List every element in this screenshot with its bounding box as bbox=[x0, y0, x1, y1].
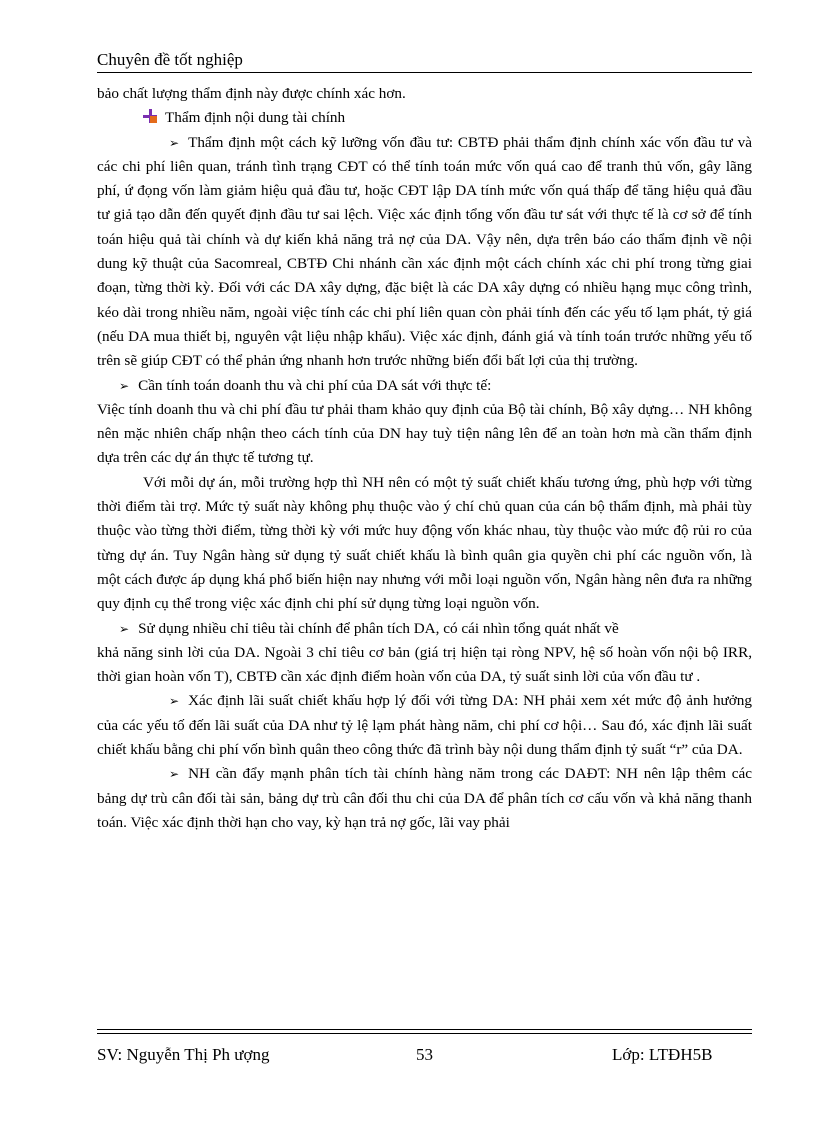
paragraph-text: Với mỗi dự án, mỗi trường hợp thì NH nên có một tỷ suất chiết khấu tương ứng, phù hợp với từng thời điểm tài trợ. Mức tỷ suất này không phụ thuộc vào ý chí chủ quan của cán bộ thẩm định, mà phải tùy thuộc vào từng thời điểm, từng thời kỳ với mức huy động vốn khác nhau, tùy thuộc vào mức độ rủi ro của từng dự án. Tuy Ngân hàng sử dụng tỷ suất chiết khấu là bình quân gia quyền chi phí các nguồn vốn, là một cách được áp dụng khá phổ biến hiện nay nhưng với mỗi loại nguồn vốn, Ngân hàng nên đưa ra những quy định cụ thể trong việc xác định chi phí sử dụng từng loại nguồn vốn. bbox=[97, 473, 752, 613]
footer-rule bbox=[97, 1029, 752, 1030]
arrow-bullet-icon: ➢ bbox=[169, 135, 180, 150]
paragraph bbox=[97, 471, 752, 617]
bullet-paragraph bbox=[97, 131, 752, 374]
bullet-paragraph bbox=[97, 617, 752, 641]
page-header-title: Chuyên đề tốt nghiệp bbox=[97, 50, 243, 69]
four-arrows-bullet-icon bbox=[143, 109, 157, 123]
bullet-paragraph bbox=[97, 689, 752, 762]
footer-class: Lớp: LTĐH5B bbox=[612, 1045, 713, 1064]
paragraph-text: Thẩm định một cách kỹ lưỡng vốn đầu tư: CBTĐ phải thẩm định chính xác vốn đầu tư và các chi phí liên quan, tránh tình trạng CĐT có thể tính toán mức vốn quá cao để tranh thủ vốn, gây lãng phí, ứ đọng vốn làm giảm hiệu quả đầu tư, hoặc CĐT lập DA tính mức vốn quá thấp để tăng hiệu quả đầu tư giả tạo dẫn đến quyết định đầu tư sai lệch. Việc xác định tổng vốn đầu tư sát với thực tế là cơ sở để tính toán hiệu quả tài chính và dự kiến khả năng trả nợ của DA. Vậy nên, dựa trên báo cáo thẩm định về nội dung kỹ thuật của Sacomreal, CBTĐ Chi nhánh cần xác định một cách chính xác chi phí trong từng giai đoạn, từng thời kỳ. Đối với các DA xây dựng, đặc biệt là các DA xây dựng có nhiều hạng mục công trình, kéo dài trong nhiều năm, ngoài việc tính các chi phí liên quan còn phải tính đến các yếu tố lạm phát, tỷ giá (nếu DA mua thiết bị, nguyên vật liệu nhập khẩu). Việc xác định, đánh giá và tính toán trước những yếu tố trên sẽ giúp CĐT có thể phản ứng nhanh hơn trước những biến đổi bất lợi của thị trường. bbox=[97, 133, 752, 370]
paragraph-text: Xác định lãi suất chiết khấu hợp lý đối với từng DA: NH phải xem xét mức độ ảnh hưởng của các yếu tố đến lãi suất của DA như tỷ lệ lạm phát hàng năm, chi phí cơ hội… Sau đó, xác định lãi suất chiết khấu bằng chi phí vốn bình quân theo công thức đã trình bày nội dung thẩm định tỷ suất “r” của DA. bbox=[97, 692, 752, 759]
paragraph-text: bảo chất lượng thẩm định này được chính xác hơn. bbox=[97, 85, 406, 102]
arrow-bullet-icon: ➢ bbox=[119, 378, 130, 393]
paragraph-text: khả năng sinh lời của DA. Ngoài 3 chỉ tiêu cơ bản (giá trị hiện tại ròng NPV, hệ số hoàn vốn nội bộ IRR, thời gian hoàn vốn T), CBTĐ cần xác định điểm hoàn vốn của DA, tỷ suất sinh lời của vốn đầu tư . bbox=[97, 643, 752, 686]
arrow-bullet-icon: ➢ bbox=[169, 767, 180, 782]
paragraph-text: Việc tính doanh thu và chi phí đầu tư phải tham khảo quy định của Bộ tài chính, Bộ xây dựng… NH không nên mặc nhiên chấp nhận theo cách tính của DN hay tuỳ tiện nâng lên để an toàn hơn mà cần thẩm định dựa trên các dự án thực tế tương tự. bbox=[97, 400, 752, 467]
document-body bbox=[97, 82, 752, 835]
arrow-bullet-icon: ➢ bbox=[119, 621, 130, 636]
paragraph-text: NH cần đẩy mạnh phân tích tài chính hàng năm trong các DAĐT: NH nên lập thêm các bảng dự trù cân đối tài sản, bảng dự trù cân đối thu chi của DA để phân tích cơ cấu vốn và khả năng thanh toán. Việc xác định thời hạn cho vay, kỳ hạn trả nợ gốc, lãi vay phải bbox=[97, 765, 752, 831]
header-rule bbox=[97, 72, 752, 73]
paragraph bbox=[97, 82, 752, 106]
bullet-paragraph bbox=[97, 374, 752, 398]
footer-rule bbox=[97, 1033, 752, 1034]
section-heading bbox=[97, 106, 752, 130]
section-heading-text: Thẩm định nội dung tài chính bbox=[165, 109, 346, 127]
page-number: 53 bbox=[416, 1045, 433, 1064]
paragraph-text: Cần tính toán doanh thu và chi phí của DA sát với thực tế: bbox=[138, 376, 492, 394]
arrow-bullet-icon: ➢ bbox=[169, 694, 180, 709]
paragraph bbox=[97, 641, 752, 690]
paragraph-text: Sử dụng nhiều chỉ tiêu tài chính để phân tích DA, có cái nhìn tổng quát nhất về bbox=[138, 619, 619, 637]
footer-student-name: SV: Nguyễn Thị Ph ượng bbox=[97, 1045, 270, 1064]
bullet-paragraph bbox=[97, 762, 752, 835]
paragraph bbox=[97, 398, 752, 471]
